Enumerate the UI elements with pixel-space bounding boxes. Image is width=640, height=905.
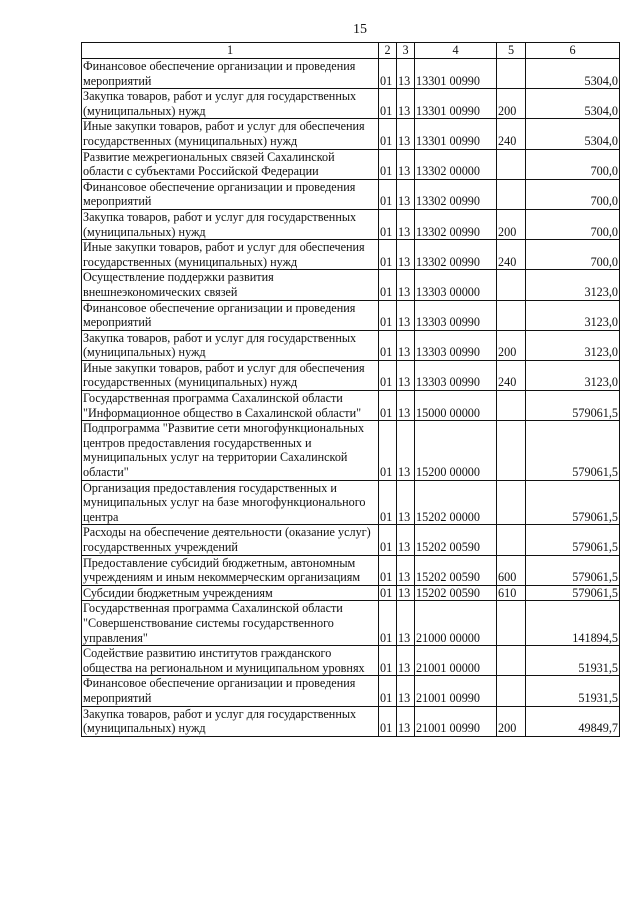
- table-row: [82, 555, 620, 585]
- row-expense-type-cell: 240: [497, 240, 526, 270]
- row-expense-type-cell: 200: [497, 89, 526, 119]
- row-subsection-cell: 13: [397, 706, 415, 736]
- row-amount-cell: 579061,5: [526, 480, 620, 525]
- row-section-cell: 01: [379, 525, 397, 555]
- row-amount-cell: 579061,5: [526, 555, 620, 585]
- table-row: [82, 330, 620, 360]
- row-amount-cell: 579061,5: [526, 421, 620, 480]
- table-row: [82, 391, 620, 421]
- row-target-article-cell: 21001 00990: [415, 706, 497, 736]
- row-section-cell: 01: [379, 149, 397, 179]
- row-subsection-cell: 13: [397, 59, 415, 89]
- row-amount-cell: 5304,0: [526, 59, 620, 89]
- row-name-cell: Субсидии бюджетным учреждениям: [82, 585, 379, 601]
- row-target-article-cell: 15202 00590: [415, 555, 497, 585]
- row-expense-type-cell: 610: [497, 585, 526, 601]
- row-section-cell: 01: [379, 676, 397, 706]
- table-row: [82, 209, 620, 239]
- row-subsection-cell: 13: [397, 270, 415, 300]
- row-subsection-cell: 13: [397, 421, 415, 480]
- row-amount-cell: 3123,0: [526, 330, 620, 360]
- row-amount-cell: 5304,0: [526, 119, 620, 149]
- table-row: [82, 59, 620, 89]
- row-section-cell: 01: [379, 270, 397, 300]
- row-target-article-cell: 15200 00000: [415, 421, 497, 480]
- row-subsection-cell: 13: [397, 601, 415, 646]
- row-name-cell: Финансовое обеспечение организации и проведения мероприятий: [82, 300, 379, 330]
- row-name-cell: Подпрограмма "Развитие сети многофункциональных центров предоставления государственных и муниципальных услуг на территории Сахалинской области": [82, 421, 379, 480]
- column-header: 4: [415, 43, 497, 59]
- row-subsection-cell: 13: [397, 179, 415, 209]
- row-name-cell: Закупка товаров, работ и услуг для государственных (муниципальных) нужд: [82, 706, 379, 736]
- page-number: 15: [353, 22, 367, 37]
- row-section-cell: 01: [379, 360, 397, 390]
- row-amount-cell: 700,0: [526, 179, 620, 209]
- row-subsection-cell: 13: [397, 240, 415, 270]
- column-header: 5: [497, 43, 526, 59]
- row-expense-type-cell: 240: [497, 360, 526, 390]
- table-row: [82, 706, 620, 736]
- row-section-cell: 01: [379, 480, 397, 525]
- row-name-cell: Развитие межрегиональных связей Сахалинской области с субъектами Российской Федерации: [82, 149, 379, 179]
- row-name-cell: Закупка товаров, работ и услуг для государственных (муниципальных) нужд: [82, 89, 379, 119]
- row-section-cell: 01: [379, 59, 397, 89]
- row-name-cell: Организация предоставления государственных и муниципальных услуг на базе многофункционального центра: [82, 480, 379, 525]
- table-row: [82, 646, 620, 676]
- row-amount-cell: 700,0: [526, 240, 620, 270]
- row-target-article-cell: 15000 00000: [415, 391, 497, 421]
- row-expense-type-cell: [497, 676, 526, 706]
- table-row: [82, 360, 620, 390]
- column-header: 2: [379, 43, 397, 59]
- row-target-article-cell: 15202 00000: [415, 480, 497, 525]
- row-section-cell: 01: [379, 601, 397, 646]
- row-subsection-cell: 13: [397, 391, 415, 421]
- row-expense-type-cell: [497, 601, 526, 646]
- row-name-cell: Государственная программа Сахалинской области "Совершенствование системы государственного управления": [82, 601, 379, 646]
- row-section-cell: 01: [379, 240, 397, 270]
- row-target-article-cell: 13301 00990: [415, 59, 497, 89]
- table-row: [82, 601, 620, 646]
- table-row: [82, 480, 620, 525]
- column-header: 3: [397, 43, 415, 59]
- row-section-cell: 01: [379, 706, 397, 736]
- row-name-cell: Финансовое обеспечение организации и проведения мероприятий: [82, 179, 379, 209]
- row-subsection-cell: 13: [397, 330, 415, 360]
- column-header: 1: [82, 43, 379, 59]
- row-amount-cell: 700,0: [526, 209, 620, 239]
- table-row: [82, 240, 620, 270]
- row-section-cell: 01: [379, 421, 397, 480]
- row-section-cell: 01: [379, 555, 397, 585]
- row-section-cell: 01: [379, 391, 397, 421]
- row-subsection-cell: 13: [397, 149, 415, 179]
- row-amount-cell: 579061,5: [526, 525, 620, 555]
- row-amount-cell: 700,0: [526, 149, 620, 179]
- row-target-article-cell: 15202 00590: [415, 585, 497, 601]
- row-name-cell: Предоставление субсидий бюджетным, автономным учреждениям и иным некоммерческим организациям: [82, 555, 379, 585]
- table-row: [82, 119, 620, 149]
- table-row: [82, 300, 620, 330]
- row-name-cell: Расходы на обеспечение деятельности (оказание услуг) государственных учреждений: [82, 525, 379, 555]
- row-name-cell: Иные закупки товаров, работ и услуг для обеспечения государственных (муниципальных) нужд: [82, 240, 379, 270]
- row-subsection-cell: 13: [397, 585, 415, 601]
- column-header: 6: [526, 43, 620, 59]
- row-expense-type-cell: [497, 421, 526, 480]
- row-name-cell: Финансовое обеспечение организации и проведения мероприятий: [82, 676, 379, 706]
- row-expense-type-cell: [497, 179, 526, 209]
- row-subsection-cell: 13: [397, 119, 415, 149]
- row-name-cell: Осуществление поддержки развития внешнеэкономических связей: [82, 270, 379, 300]
- table-header-row: [82, 43, 620, 59]
- row-amount-cell: 3123,0: [526, 300, 620, 330]
- row-amount-cell: 579061,5: [526, 585, 620, 601]
- row-amount-cell: 51931,5: [526, 646, 620, 676]
- row-expense-type-cell: 200: [497, 209, 526, 239]
- row-name-cell: Закупка товаров, работ и услуг для государственных (муниципальных) нужд: [82, 209, 379, 239]
- row-subsection-cell: 13: [397, 209, 415, 239]
- table-row: [82, 585, 620, 601]
- row-target-article-cell: 13303 00990: [415, 300, 497, 330]
- table-row: [82, 421, 620, 480]
- row-section-cell: 01: [379, 300, 397, 330]
- table-row: [82, 525, 620, 555]
- row-target-article-cell: 13303 00990: [415, 330, 497, 360]
- row-target-article-cell: 21001 00990: [415, 676, 497, 706]
- row-target-article-cell: 13302 00990: [415, 179, 497, 209]
- row-expense-type-cell: [497, 59, 526, 89]
- row-subsection-cell: 13: [397, 300, 415, 330]
- table-row: [82, 149, 620, 179]
- row-expense-type-cell: 200: [497, 330, 526, 360]
- row-amount-cell: 49849,7: [526, 706, 620, 736]
- row-expense-type-cell: 600: [497, 555, 526, 585]
- row-subsection-cell: 13: [397, 676, 415, 706]
- row-target-article-cell: 13301 00990: [415, 89, 497, 119]
- row-section-cell: 01: [379, 585, 397, 601]
- row-name-cell: Содействие развитию институтов гражданского общества на региональном и муниципальном уровнях: [82, 646, 379, 676]
- table-row: [82, 270, 620, 300]
- row-amount-cell: 3123,0: [526, 360, 620, 390]
- row-expense-type-cell: 240: [497, 119, 526, 149]
- row-expense-type-cell: [497, 480, 526, 525]
- row-amount-cell: 3123,0: [526, 270, 620, 300]
- row-target-article-cell: 13302 00990: [415, 209, 497, 239]
- row-amount-cell: 141894,5: [526, 601, 620, 646]
- row-amount-cell: 579061,5: [526, 391, 620, 421]
- row-name-cell: Финансовое обеспечение организации и проведения мероприятий: [82, 59, 379, 89]
- row-section-cell: 01: [379, 330, 397, 360]
- row-name-cell: Иные закупки товаров, работ и услуг для обеспечения государственных (муниципальных) нужд: [82, 119, 379, 149]
- row-amount-cell: 5304,0: [526, 89, 620, 119]
- row-section-cell: 01: [379, 119, 397, 149]
- row-amount-cell: 51931,5: [526, 676, 620, 706]
- row-expense-type-cell: [497, 149, 526, 179]
- row-subsection-cell: 13: [397, 360, 415, 390]
- row-section-cell: 01: [379, 89, 397, 119]
- row-target-article-cell: 15202 00590: [415, 525, 497, 555]
- table-row: [82, 179, 620, 209]
- row-target-article-cell: 13301 00990: [415, 119, 497, 149]
- row-expense-type-cell: [497, 525, 526, 555]
- row-expense-type-cell: [497, 391, 526, 421]
- row-target-article-cell: 21001 00000: [415, 646, 497, 676]
- row-target-article-cell: 13303 00990: [415, 360, 497, 390]
- row-expense-type-cell: 200: [497, 706, 526, 736]
- row-name-cell: Закупка товаров, работ и услуг для государственных (муниципальных) нужд: [82, 330, 379, 360]
- row-name-cell: Государственная программа Сахалинской области "Информационное общество в Сахалинской области": [82, 391, 379, 421]
- row-subsection-cell: 13: [397, 555, 415, 585]
- budget-table: [81, 42, 620, 737]
- row-name-cell: Иные закупки товаров, работ и услуг для обеспечения государственных (муниципальных) нужд: [82, 360, 379, 390]
- row-subsection-cell: 13: [397, 480, 415, 525]
- row-target-article-cell: 13302 00990: [415, 240, 497, 270]
- row-subsection-cell: 13: [397, 525, 415, 555]
- row-expense-type-cell: [497, 646, 526, 676]
- row-expense-type-cell: [497, 270, 526, 300]
- row-subsection-cell: 13: [397, 646, 415, 676]
- table-row: [82, 89, 620, 119]
- row-target-article-cell: 13302 00000: [415, 149, 497, 179]
- row-section-cell: 01: [379, 209, 397, 239]
- row-section-cell: 01: [379, 179, 397, 209]
- row-expense-type-cell: [497, 300, 526, 330]
- table-row: [82, 676, 620, 706]
- row-target-article-cell: 13303 00000: [415, 270, 497, 300]
- row-subsection-cell: 13: [397, 89, 415, 119]
- row-target-article-cell: 21000 00000: [415, 601, 497, 646]
- row-section-cell: 01: [379, 646, 397, 676]
